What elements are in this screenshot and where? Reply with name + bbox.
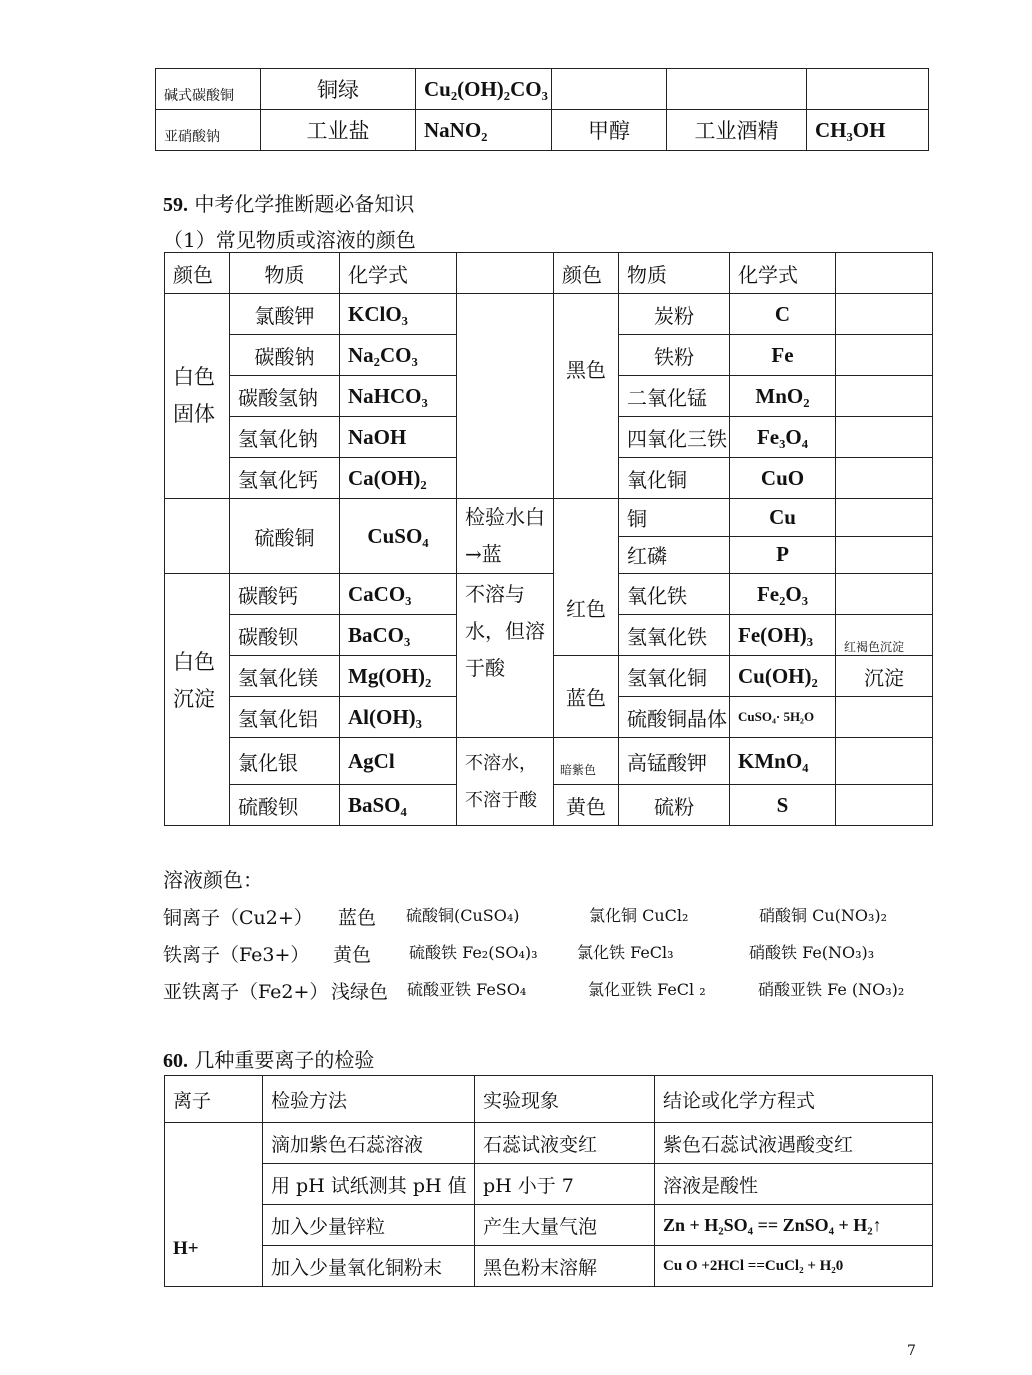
color-group-label: 白色沉淀 [165, 574, 230, 826]
note-cell [836, 335, 933, 376]
note-cell: 不溶与水，但溶于酸 [457, 574, 554, 738]
note-cell [836, 417, 933, 458]
solution-colors-title: 溶液颜色： [163, 868, 263, 892]
substance-name: 铜 [619, 499, 730, 537]
substance-name: 氯酸钾 [230, 294, 340, 335]
ion-label: H+ [165, 1123, 263, 1287]
table-row [165, 1164, 933, 1205]
substance-name: 氯化银 [230, 738, 340, 785]
formula: S [730, 785, 836, 826]
section-subtitle: （1）常见物质或溶液的颜色 [163, 228, 416, 252]
solution-example: 硝酸亚铁 Fe (NO₃)₂ [758, 980, 905, 999]
table-cell [552, 69, 667, 110]
solution-example: 硫酸亚铁 FeSO₄ [407, 980, 527, 999]
note-cell: 红褐色沉淀 [836, 615, 933, 656]
test-phenomenon: 石蕊试液变红 [475, 1123, 655, 1164]
color-group-label: 黑色 [554, 294, 619, 499]
table-row [165, 1205, 933, 1246]
formula: Cu(OH)₂ [730, 656, 836, 697]
table-cell: 铜绿 [261, 69, 416, 110]
substance-name: 氢氧化钙 [230, 458, 340, 499]
substance-name: 硫粉 [619, 785, 730, 826]
formula: CuSO₄ [340, 499, 457, 574]
note-cell: 不溶水，不溶于酸 [457, 738, 554, 826]
alias-table [155, 68, 929, 151]
header-cell: 颜色 [554, 253, 619, 294]
substance-name: 氢氧化镁 [230, 656, 340, 697]
ion-test-table [164, 1075, 933, 1287]
note-cell [836, 536, 933, 574]
formula: MnO₂ [730, 376, 836, 417]
color-group-label: 白色固体 [165, 294, 230, 499]
solution-example: 硫酸铜(CuSO₄) [406, 906, 520, 925]
solution-example: 氯化铁 FeCl₃ [577, 943, 674, 962]
solution-color: 蓝色 [338, 907, 377, 929]
solution-color: 浅绿色 [331, 981, 389, 1003]
note-cell [836, 574, 933, 615]
color-group-label: 红色 [554, 499, 619, 656]
formula: KMnO₄ [730, 738, 836, 785]
test-conclusion: 紫色石蕊试液遇酸变红 [655, 1123, 933, 1164]
table-cell [165, 499, 230, 574]
color-table [164, 252, 933, 826]
substance-name: 氧化铜 [619, 458, 730, 499]
formula: KClO₃ [340, 294, 457, 335]
solution-example: 氯化铜 CuCl₂ [589, 906, 689, 925]
note-cell [457, 294, 554, 499]
substance-name: 氧化铁 [619, 574, 730, 615]
ion-label: 亚铁离子（Fe2+） [163, 981, 329, 1003]
substance-name: 碳酸钡 [230, 615, 340, 656]
substance-name: 氢氧化铁 [619, 615, 730, 656]
table-row [165, 1123, 933, 1164]
table-row [165, 574, 933, 615]
note-cell: 检验水白→蓝 [457, 499, 554, 574]
test-conclusion: 溶液是酸性 [655, 1164, 933, 1205]
test-conclusion: Zn + H₂SO₄ == ZnSO₄ + H₂↑ [655, 1205, 933, 1246]
formula: CaCO₃ [340, 574, 457, 615]
table-cell: 碱式碳酸铜 [156, 69, 261, 110]
ion-label: 铜离子（Cu2+） [163, 907, 313, 929]
table-cell [807, 69, 929, 110]
formula: Mg(OH)₂ [340, 656, 457, 697]
table-cell: 工业盐 [261, 110, 416, 151]
table-row [156, 110, 929, 151]
substance-name: 高锰酸钾 [619, 738, 730, 785]
formula: NaHCO₃ [340, 376, 457, 417]
header-cell: 化学式 [340, 253, 457, 294]
header-cell: 离子 [165, 1076, 263, 1123]
substance-name: 碳酸氢钠 [230, 376, 340, 417]
test-conclusion: Cu O +2HCl ==CuCl₂ + H₂0 [655, 1246, 933, 1287]
formula: Cu [730, 499, 836, 537]
test-phenomenon: pH 小于 7 [475, 1164, 655, 1205]
color-group-label: 黄色 [554, 785, 619, 826]
note-cell [836, 376, 933, 417]
note-cell [836, 697, 933, 738]
formula: BaCO₃ [340, 615, 457, 656]
formula: Ca(OH)₂ [340, 458, 457, 499]
formula: Al(OH)₃ [340, 697, 457, 738]
substance-name: 氢氧化铜 [619, 656, 730, 697]
header-cell: 结论或化学方程式 [655, 1076, 933, 1123]
page-number: 7 [907, 1343, 916, 1359]
formula: Fe(OH)₃ [730, 615, 836, 656]
substance-name: 四氧化三铁 [619, 417, 730, 458]
formula: Fe₃O₄ [730, 417, 836, 458]
note-cell [836, 785, 933, 826]
substance-name: 二氧化锰 [619, 376, 730, 417]
formula: NaOH [340, 417, 457, 458]
formula: Na₂CO₃ [340, 335, 457, 376]
substance-name: 炭粉 [619, 294, 730, 335]
substance-name: 氢氧化钠 [230, 417, 340, 458]
ion-label: 铁离子（Fe3+） [163, 944, 310, 966]
formula: C [730, 294, 836, 335]
header-cell: 物质 [230, 253, 340, 294]
table-row [165, 499, 933, 537]
note-cell [836, 458, 933, 499]
formula: BaSO₄ [340, 785, 457, 826]
test-method: 加入少量锌粒 [263, 1205, 475, 1246]
test-method: 用 pH 试纸测其 pH 值 [263, 1164, 475, 1205]
table-cell: NaNO₂ [416, 110, 552, 151]
substance-name: 硫酸铜晶体 [619, 697, 730, 738]
test-method: 滴加紫色石蕊溶液 [263, 1123, 475, 1164]
section-title: 几种重要离子的检验 [194, 1048, 375, 1072]
table-row [165, 1246, 933, 1287]
table-cell: 工业酒精 [667, 110, 807, 151]
solution-example: 硝酸铁 Fe(NO₃)₃ [749, 943, 875, 962]
formula: Fe₂O₃ [730, 574, 836, 615]
substance-name: 红磷 [619, 536, 730, 574]
table-header-row [165, 1076, 933, 1123]
note-cell: 沉淀 [836, 656, 933, 697]
formula: CuO [730, 458, 836, 499]
section-title: 中考化学推断题必备知识 [194, 192, 415, 216]
header-cell [836, 253, 933, 294]
table-row [165, 738, 933, 785]
test-method: 加入少量氧化铜粉末 [263, 1246, 475, 1287]
test-phenomenon: 产生大量气泡 [475, 1205, 655, 1246]
substance-name: 硫酸钡 [230, 785, 340, 826]
substance-name: 碳酸钠 [230, 335, 340, 376]
note-cell [836, 499, 933, 537]
section-heading-60 [163, 1044, 374, 1073]
note-cell [836, 294, 933, 335]
substance-name: 硫酸铜 [230, 499, 340, 574]
table-cell: Cu₂(OH)₂CO₃ [416, 69, 552, 110]
solution-example: 氯化亚铁 FeCl ₂ [588, 980, 706, 999]
table-row [156, 69, 929, 110]
header-cell [457, 253, 554, 294]
table-cell [667, 69, 807, 110]
substance-name: 氢氧化铝 [230, 697, 340, 738]
header-cell: 颜色 [165, 253, 230, 294]
test-phenomenon: 黑色粉末溶解 [475, 1246, 655, 1287]
formula: AgCl [340, 738, 457, 785]
section-heading-59 [163, 188, 414, 217]
formula: CuSO₄· 5H₂O [730, 697, 836, 738]
formula: Fe [730, 335, 836, 376]
section-number: 59. [163, 194, 188, 216]
solution-color: 黄色 [333, 944, 372, 966]
table-row [165, 294, 933, 335]
solution-example: 硝酸铜 Cu(NO₃)₂ [759, 906, 888, 925]
formula: P [730, 536, 836, 574]
solution-example: 硫酸铁 Fe₂(SO₄)₃ [409, 943, 538, 962]
table-cell: 甲醇 [552, 110, 667, 151]
header-cell: 化学式 [730, 253, 836, 294]
color-group-label: 暗紫色 [554, 738, 619, 785]
table-header-row [165, 253, 933, 294]
color-group-label: 蓝色 [554, 656, 619, 738]
table-cell: CH₃OH [807, 110, 929, 151]
header-cell: 实验现象 [475, 1076, 655, 1123]
header-cell: 物质 [619, 253, 730, 294]
note-cell [836, 738, 933, 785]
substance-name: 碳酸钙 [230, 574, 340, 615]
substance-name: 铁粉 [619, 335, 730, 376]
header-cell: 检验方法 [263, 1076, 475, 1123]
table-cell: 亚硝酸钠 [156, 110, 261, 151]
section-number: 60. [163, 1050, 188, 1072]
